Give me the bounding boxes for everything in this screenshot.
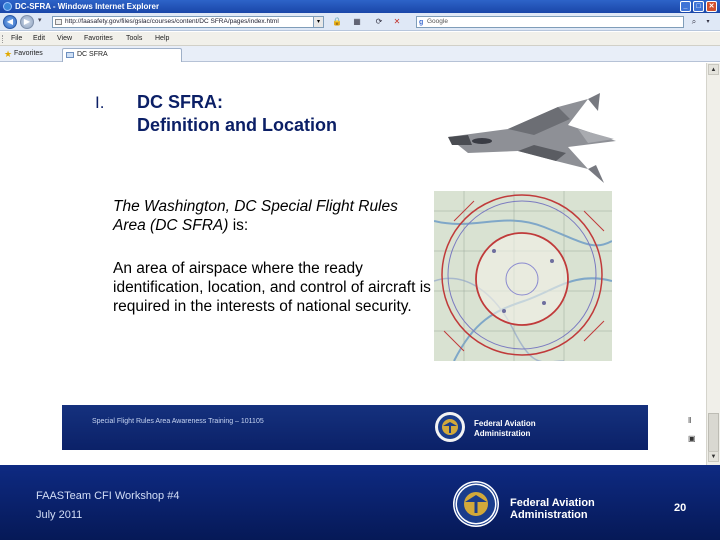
window-controls — [680, 1, 717, 12]
search-input[interactable] — [416, 16, 684, 28]
star-icon: ★ — [4, 49, 13, 59]
footer-workshop-title: FAASTeam CFI Workshop #4 — [36, 490, 180, 502]
sfra-description: An area of airspace where the ready identification, location, and control of aircraft is required in the interests of national security. — [113, 260, 431, 315]
presentation-footer — [0, 465, 720, 540]
tab-label: DC SFRA — [77, 51, 108, 58]
scroll-thumb[interactable] — [708, 413, 719, 453]
slide-title-line2: Definition and Location — [137, 115, 337, 135]
google-icon: g — [419, 19, 424, 26]
footer-date: July 2011 — [36, 509, 83, 521]
banner-faa-line1: Federal Aviation — [474, 419, 536, 428]
fighter-jet-image — [438, 89, 618, 189]
slide-section-number: I. — [95, 93, 105, 112]
footer-page-number: 20 — [674, 502, 687, 514]
recent-pages-dropdown[interactable]: ▾ — [38, 17, 42, 24]
stop-icon[interactable]: ✕ — [393, 17, 401, 26]
search-options-dropdown[interactable]: ▾ — [706, 19, 710, 25]
footer-faa-name — [510, 497, 595, 521]
page-icon — [66, 52, 74, 58]
menu-file[interactable]: File — [11, 35, 23, 42]
favorites-bar — [0, 46, 720, 62]
internet-explorer-icon — [3, 2, 12, 11]
search-placeholder: Google — [427, 18, 448, 25]
compatibility-view-icon[interactable]: ▦ — [353, 17, 361, 26]
slide-title — [137, 91, 337, 137]
scroll-up-button[interactable]: ▲ — [708, 64, 719, 75]
menu-help[interactable]: Help — [155, 35, 170, 42]
title-bar — [0, 0, 720, 13]
banner-text: Special Flight Rules Area Awareness Training – 101105 — [92, 418, 264, 425]
fullscreen-icon[interactable]: ▣ — [688, 434, 696, 443]
lock-icon[interactable]: 🔒 — [332, 17, 342, 26]
training-banner — [62, 405, 648, 450]
faa-seal-icon — [434, 411, 466, 443]
favorites-label: Favorites — [14, 50, 43, 57]
pause-icon[interactable]: ‖ — [688, 416, 692, 425]
forward-button[interactable]: ▶ — [20, 15, 34, 29]
refresh-icon[interactable]: ⟳ — [375, 17, 383, 26]
address-toolbar — [0, 13, 720, 31]
footer-faa-line2: Administration — [510, 509, 588, 521]
maximize-button[interactable]: □ — [693, 1, 704, 12]
address-dropdown-button[interactable]: ▾ — [313, 16, 324, 28]
vertical-scrollbar[interactable] — [706, 63, 720, 465]
sfra-intro-rest: is: — [228, 217, 249, 234]
sfra-intro-italic: The Washington, DC Special Flight Rules Area (DC SFRA) — [113, 198, 398, 234]
faa-seal-icon — [452, 480, 500, 528]
address-input[interactable] — [52, 16, 324, 28]
side-controls — [680, 410, 706, 450]
page-content — [0, 63, 706, 465]
banner-faa-name — [474, 419, 536, 439]
menu-bar — [0, 32, 720, 46]
footer-faa-line1: Federal Aviation — [510, 497, 595, 509]
back-button[interactable]: ◀ — [3, 15, 17, 29]
sfra-intro-text — [113, 197, 433, 235]
favorites-button[interactable] — [3, 46, 43, 62]
menu-edit[interactable]: Edit — [33, 35, 46, 42]
close-button[interactable]: ✕ — [706, 1, 717, 12]
menu-view[interactable]: View — [57, 35, 73, 42]
sfra-map-image — [434, 191, 612, 361]
menu-favorites[interactable]: Favorites — [84, 35, 113, 42]
toolbar-grip — [2, 35, 4, 43]
menu-tools[interactable]: Tools — [126, 35, 143, 42]
slide-title-line1: DC SFRA: — [137, 92, 223, 112]
window-title: DC-SFRA - Windows Internet Explorer — [15, 2, 160, 11]
scroll-down-button[interactable]: ▼ — [708, 451, 719, 462]
banner-faa-line2: Administration — [474, 429, 531, 438]
search-icon[interactable]: ⌕ — [691, 17, 697, 26]
page-icon — [55, 19, 62, 25]
tab-dc-sfra[interactable] — [62, 48, 182, 62]
minimize-button[interactable]: _ — [680, 1, 691, 12]
address-url: http://faasafety.gov/files/gslac/courses/content/DC SFRA/pages/index.html — [65, 18, 279, 25]
